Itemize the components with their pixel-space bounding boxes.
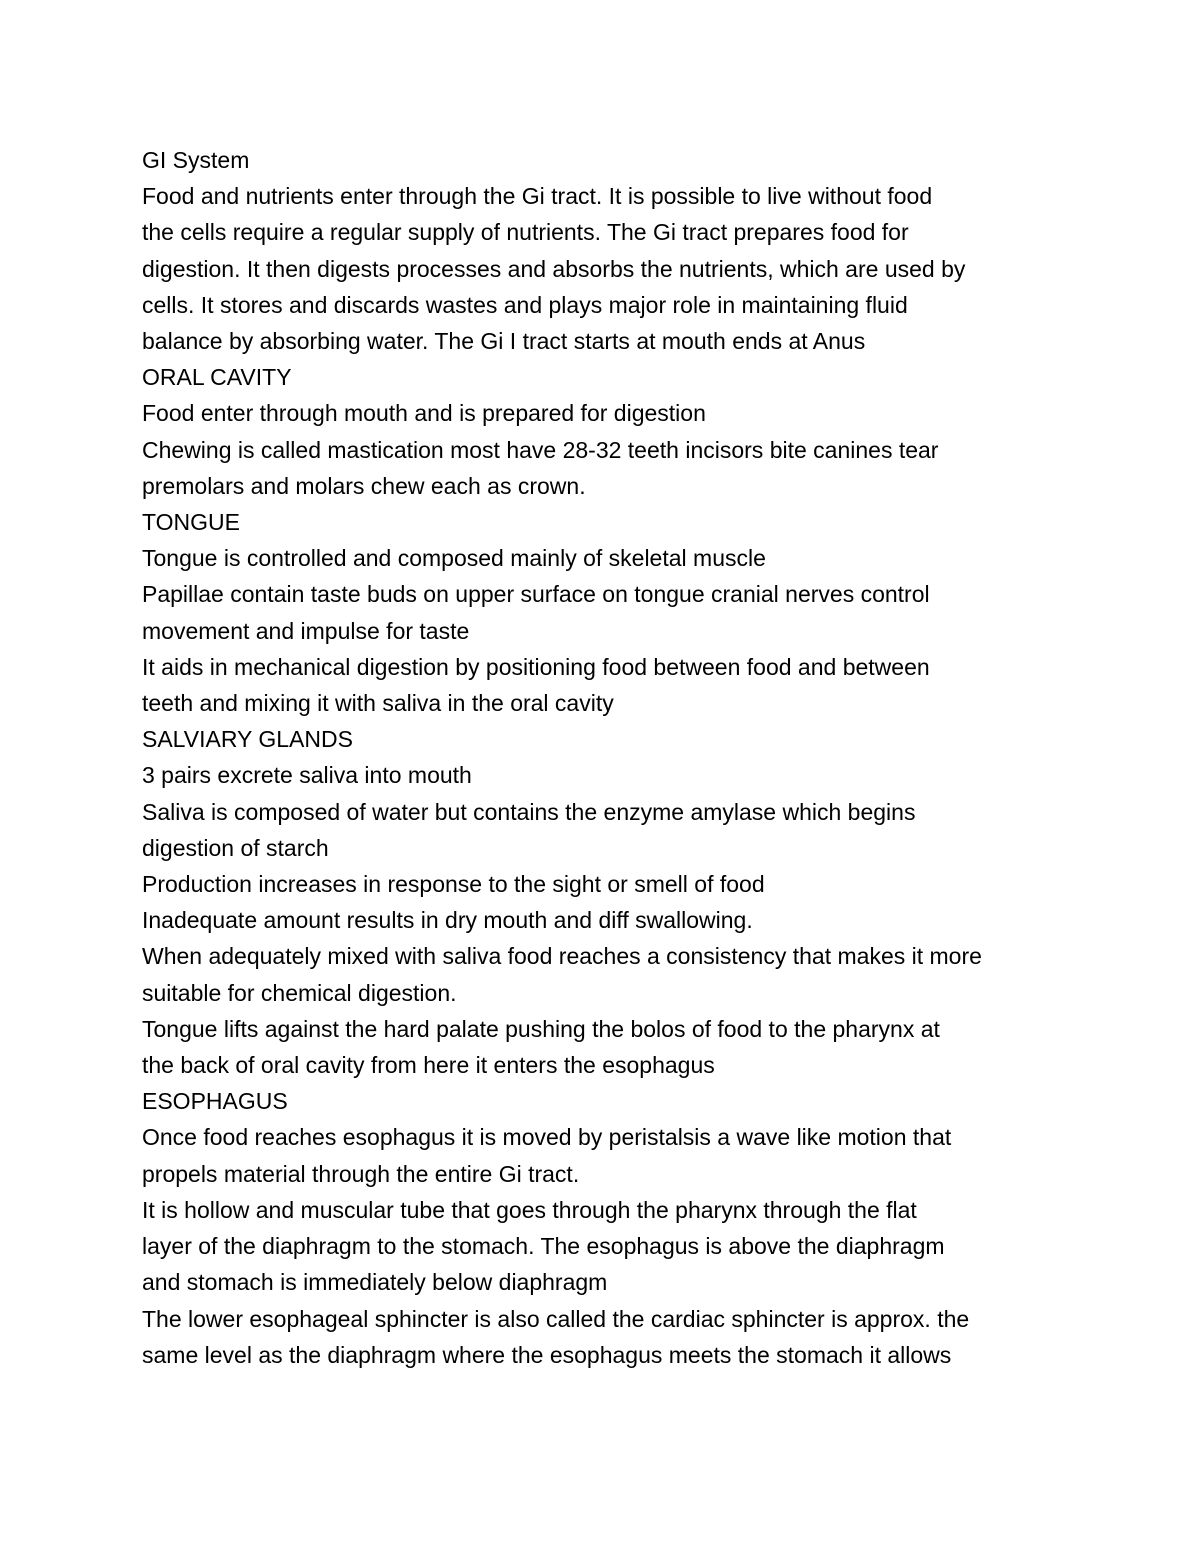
paragraph-line: When adequately mixed with saliva food reaches a consistency that makes it more	[142, 943, 982, 970]
paragraph-line: teeth and mixing it with saliva in the oral cavity	[142, 690, 614, 717]
paragraph-line: It is hollow and muscular tube that goes through the pharynx through the flat	[142, 1196, 917, 1223]
paragraph-line: Once food reaches esophagus it is moved by peristalsis a wave like motion that	[142, 1124, 952, 1151]
paragraph-line: digestion of starch	[142, 834, 329, 861]
paragraph-line: 3 pairs excrete saliva into mouth	[142, 762, 472, 789]
paragraph-line: Inadequate amount results in dry mouth and diff swallowing.	[142, 907, 753, 934]
paragraph-line: same level as the diaphragm where the esophagus meets the stomach it allows	[142, 1341, 952, 1368]
paragraph-line: movement and impulse for taste	[142, 617, 470, 644]
paragraph-line: propels material through the entire Gi tract.	[142, 1160, 580, 1187]
paragraph-line: Tongue lifts against the hard palate pushing the bolos of food to the pharynx at	[142, 1015, 940, 1042]
paragraph-line: It aids in mechanical digestion by positioning food between food and between	[142, 653, 930, 680]
paragraph-line: suitable for chemical digestion.	[142, 979, 457, 1006]
document-body	[142, 142, 1072, 1373]
paragraph-line: premolars and molars chew each as crown.	[142, 472, 586, 499]
paragraph-line: digestion. It then digests processes and absorbs the nutrients, which are used by	[142, 255, 966, 282]
paragraph-line: Papillae contain taste buds on upper surface on tongue cranial nerves control	[142, 581, 930, 608]
paragraph-line: Tongue is controlled and composed mainly of skeletal muscle	[142, 545, 766, 572]
paragraph-line: Chewing is called mastication most have 28-32 teeth incisors bite canines tear	[142, 436, 939, 463]
paragraph-line: cells. It stores and discards wastes and plays major role in maintaining fluid	[142, 291, 908, 318]
paragraph-line: Food enter through mouth and is prepared for digestion	[142, 400, 706, 427]
document-title: GI System	[142, 147, 250, 173]
section-heading-esophagus: ESOPHAGUS	[142, 1088, 288, 1115]
section-heading-oral-cavity: ORAL CAVITY	[142, 364, 292, 391]
paragraph-line: Production increases in response to the sight or smell of food	[142, 871, 765, 898]
paragraph-line: the cells require a regular supply of nutrients. The Gi tract prepares food for	[142, 219, 909, 246]
paragraph-line: and stomach is immediately below diaphragm	[142, 1269, 608, 1296]
paragraph-line: balance by absorbing water. The Gi I tract starts at mouth ends at Anus	[142, 328, 866, 355]
paragraph-line: The lower esophageal sphincter is also called the cardiac sphincter is approx. the	[142, 1305, 970, 1332]
paragraph-line: Saliva is composed of water but contains the enzyme amylase which begins	[142, 798, 916, 825]
paragraph-line: Food and nutrients enter through the Gi tract. It is possible to live without food	[142, 183, 933, 210]
paragraph-line: the back of oral cavity from here it enters the esophagus	[142, 1052, 715, 1079]
paragraph-line: layer of the diaphragm to the stomach. The esophagus is above the diaphragm	[142, 1233, 945, 1260]
section-heading-tongue: TONGUE	[142, 509, 240, 536]
section-heading-salivary-glands: SALVIARY GLANDS	[142, 726, 353, 753]
